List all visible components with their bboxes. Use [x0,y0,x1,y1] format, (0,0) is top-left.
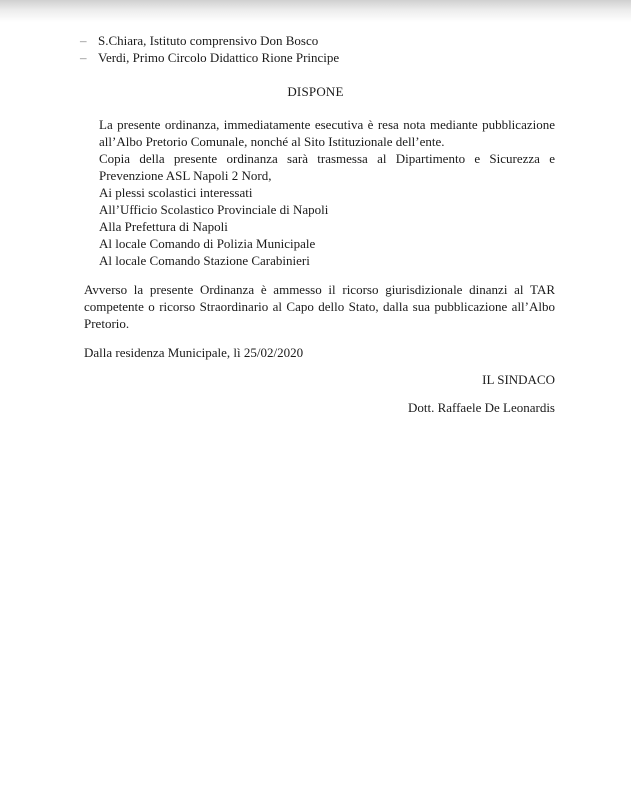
list-item [80,32,560,49]
list-item [80,49,560,66]
dispone-block [99,116,555,269]
dispone-line: La presente ordinanza, immediatamente esecutiva è resa nota mediante pubblicazione [99,117,555,132]
ricorso-line: Pretorio. [84,316,130,331]
dispone-line: all’Albo Pretorio Comunale, nonché al Sito Istituzionale dell’ente. [99,134,445,149]
dispone-line: Al locale Comando Stazione Carabinieri [99,253,310,268]
signature-name: Dott. Raffaele De Leonardis [407,400,555,415]
recipients-list [80,32,560,66]
dispone-line: Al locale Comando di Polizia Municipale [99,236,316,251]
signature-title: IL SINDACO [482,372,555,387]
ricorso-line: competente o ricorso Straordinario al Capo dello Stato, dalla sua pubblicazione all’Albo [84,299,555,314]
date-line: Dalla residenza Municipale, lì 25/02/2020 [84,345,304,360]
dispone-line: Prevenzione ASL Napoli 2 Nord, [99,168,272,183]
dispone-line: Copia della presente ordinanza sarà trasmessa al Dipartimento e Sicurezza e [99,151,555,166]
dash-bullet: – [80,33,87,48]
list-item-text: S.Chiara, Istituto comprensivo Don Bosco [98,33,319,48]
ricorso-paragraph [84,281,555,332]
dispone-line: Ai plessi scolastici interessati [99,185,253,200]
dispone-line: Alla Prefettura di Napoli [99,219,228,234]
dash-bullet: – [80,50,87,65]
list-item-text: Verdi, Primo Circolo Didattico Rione Principe [98,50,340,65]
dispone-line: All’Ufficio Scolastico Provinciale di Napoli [99,202,329,217]
section-heading: DISPONE [287,84,344,99]
ricorso-line: Avverso la presente Ordinanza è ammesso il ricorso giurisdizionale dinanzi al TAR [84,282,555,297]
